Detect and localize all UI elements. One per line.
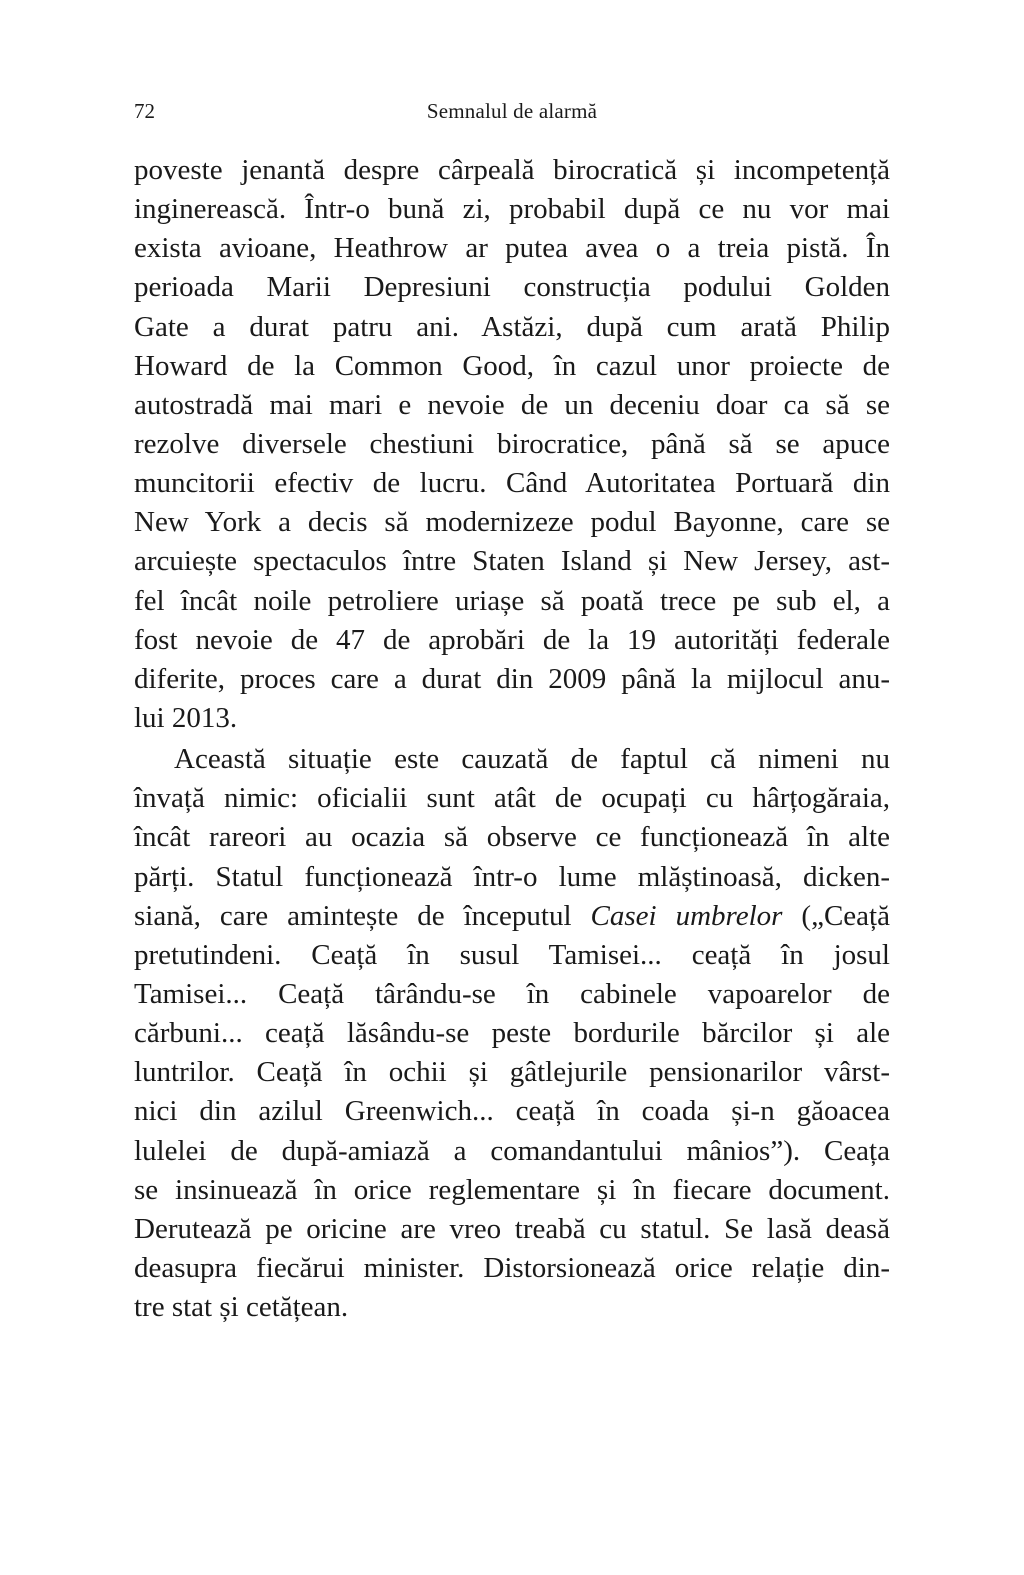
text-line: rezolve diversele chestiuni birocratice, până să se apuce (134, 427, 890, 460)
text-line: lulelei de după-amiază a comandantului mânios”). Ceața (134, 1134, 890, 1167)
text-line: Această situație este cauzată de faptul că nimeni nu (174, 743, 890, 776)
text-line: autostradă mai mari e nevoie de un deceniu doar ca să se (134, 388, 890, 421)
text-line: diferite, proces care a durat din 2009 până la mijlocul anu- (134, 662, 890, 695)
text-segment: siană, care amintește de începutul (134, 899, 591, 932)
text-line: nici din azilul Greenwich... ceață în coada și-n găoacea (134, 1095, 890, 1128)
text-line: luntrilor. Ceață în ochii și gâtlejurile pensionarilor vârst- (134, 1056, 890, 1089)
running-header (134, 96, 890, 126)
text-line-with-book-title (134, 897, 890, 936)
text-line: cărbuni... ceață lăsându-se peste bordurile bărcilor și ale (134, 1017, 890, 1050)
text-line: arcuiește spectaculos între Staten Island și New Jersey, ast- (134, 545, 890, 578)
text-line: Derutează pe oricine are vreo treabă cu statul. Se lasă deasă (134, 1212, 890, 1245)
book-title-italic: Casei umbrelor (590, 899, 783, 932)
body-text (134, 151, 890, 1327)
text-line: inginerească. Într-o bună zi, probabil după ce nu vor mai (134, 193, 890, 226)
text-line: pretutindeni. Ceață în susul Tamisei... ceață în josul (134, 938, 890, 971)
text-line: fel încât noile petroliere uriașe să poată trece pe sub el, a (134, 584, 890, 617)
page-number: 72 (134, 99, 155, 123)
running-title: Semnalul de alarmă (426, 99, 598, 123)
text-segment: („Ceață (782, 899, 890, 932)
text-line: se insinuează în orice reglementare și în fiecare document. (134, 1173, 890, 1206)
text-line: părți. Statul funcționează într-o lume mlăștinoasă, dicken- (134, 860, 890, 893)
text-line: încât rareori au ocazia să observe ce funcționează în alte (134, 821, 890, 854)
paragraph-2 (134, 740, 890, 1327)
text-line: Howard de la Common Good, în cazul unor proiecte de (134, 349, 890, 382)
text-line: New York a decis să modernizeze podul Bayonne, care se (134, 506, 890, 539)
text-line: muncitorii efectiv de lucru. Când Autoritatea Portuară din (134, 467, 890, 500)
paragraph-1 (134, 151, 890, 738)
text-line: poveste jenantă despre cârpeală birocratică și incompetență (134, 154, 890, 186)
text-line: exista avioane, Heathrow ar putea avea o a treia pistă. În (134, 232, 890, 265)
text-line: deasupra fiecărui minister. Distorsionează orice relație din- (134, 1251, 890, 1284)
text-line: învață nimic: oficialii sunt atât de ocupați cu hârțogăraia, (134, 782, 890, 815)
text-line: perioada Marii Depresiuni construcția podului Golden (134, 271, 890, 304)
text-line: Gate a durat patru ani. Astăzi, după cum arată Philip (134, 310, 890, 343)
text-line: fost nevoie de 47 de aprobări de la 19 autorități federale (134, 623, 890, 656)
text-line: tre stat și cetățean. (134, 1291, 349, 1324)
text-line: Tamisei... Ceață târându-se în cabinele vapoarelor de (134, 977, 890, 1010)
text-line: lui 2013. (134, 701, 238, 734)
